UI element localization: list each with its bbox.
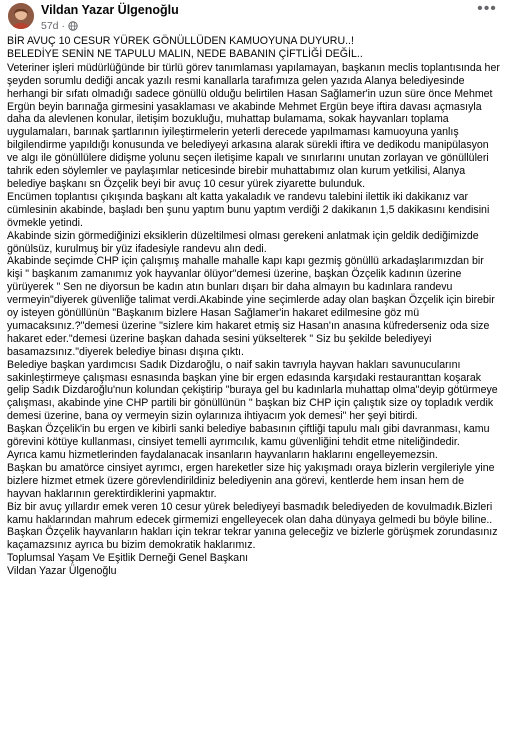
post-paragraph: Akabinde seçimde CHP için çalışmış mahalle mahalle kapı kapı gezmiş gönüllü arkadaşlarımızdan bir kişi " başkanım zamanımız yok hayvanlar ölüyor"demesi üzerine, başkan Özçelik kadının üzerine yürüyerek " Sen ne diyorsun be kadın atın bunları dışarı bir daha almayın bu kadınlara randevu vermeyin"diyerek güvenliğe talimat verdi.Akabinde yine seçimlerde aday olan başkan Özçelik için birebir oy isteyen gönüllünün "Başkanım bizlere Hasan Sağlamer'in hakaret edilmesine göz mü yumacaksınız.?"demesi üzerine "sizlere kim hakaret etmiş siz Hasan'ın anasına küfrederseniz oda size hakaret eder."demesi üzerine başkan dahada sesini yükselterek " Siz bu şekilde belediyeyi basamazsınız."diyerek belediye binası dışına çıktı. <box>7 255 495 358</box>
post-body <box>7 35 501 578</box>
post-paragraph: Başkan bu amatörce cinsiyet ayrımcı, ergen hareketler size hiç yakışmadı oraya bizlerin vergileriyle yine bizlere hizmet etmek üzere görevlendirildiniz belediyenin ana görevi, kentlerde hem insan hem de hayvan haklarının gerektirdiklerini yapmaktır. <box>7 461 495 500</box>
post-paragraph: Ayrıca kamu hizmetlerinden faydalanacak insanların hayvanların haklarını engelleyemezsin. <box>7 449 438 461</box>
post-paragraph: Veteriner işleri müdürlüğünde bir türlü görev tanımlaması yapılamayan, başkanın meclis toplantısında her şeyden sorumlu dediği ancak yazılı resmi kanallarla tarafımıza gelen yazıda Alanya belediyesinde herhangi bir sıfatı olmadığı sadece gönüllü olduğu belirtilen Hasan Sağlamer'in uzun süre önce Mehmet Ergün beyin barınağa girmesini yasaklaması ve akabinde Mehmet Ergün beye iftira davası açmasıyla daha da alevlenen konular, iletişim bozukluğu, muhattap bulamama, sokak hayvanları toplama uygulamaları, barınak şartlarının iyileştirmelerin yeterli derecede yapılmaması kamuoyuna yanlış bilgilendirme yapıldığı konusunda ve belediyeyi arkasına alarak sürekli iftira ve dedikodu manipülasyon ve algı ile gönüllülere didişme yolunu seçen iletişime kapalı ve sınırlarını unutan zorlayan ve gönüllüleri tahrik eden söylemler ve paylaşımlar neticesinde birebir muhattabımız olan kurum yetkilisi, Alanya belediye başkanı sn Özçelik beyi bir avuç 10 cesur yürek ziyarette bulunduk. <box>7 61 500 190</box>
author-name[interactable]: Vildan Yazar Ülgenoğlu <box>41 3 179 17</box>
more-options-icon[interactable]: ••• <box>477 0 497 17</box>
avatar[interactable] <box>8 3 34 29</box>
post-paragraph: Biz bir avuç yıllardır emek veren 10 cesur yürek belediyeyi basmadık belediyeden de kovulmadık.Bizleri kamu haklarından mahrum edecek girmemizi engelleyecek olan daha dünyaya gelmedi bu böyle biline.. <box>7 500 493 526</box>
avatar-image <box>8 3 34 29</box>
post-paragraph: Toplumsal Yaşam Ve Eşitlik Derneği Genel Başkanı Vildan Yazar Ülgenoğlu <box>7 552 249 578</box>
post-time[interactable]: 57d <box>41 20 59 32</box>
post-paragraph: Encümen toplantısı çıkışında başkanı alt katta yakaladık ve randevu talebini ilettik iki dakikanız var cümlesinin akabinde, başladı ben şunu yaptım bunu yaptım verdiği 2 dakikanın 1,5 dakikasını kendisini övmekle yetindi. <box>7 190 490 229</box>
meta-separator: · <box>61 20 66 32</box>
post-paragraph: Başkan Özçelik'in bu ergen ve kibirli sanki belediye babasının çiftliği tapulu malı gibi davranması, kamu görevini kötüye kullanması, cinsiyet temelli ayrımcılık, kamu güvenliğini tehdit etme niteliğindedir. <box>7 423 490 449</box>
post-meta <box>41 20 78 32</box>
post-paragraph: Başkan Özçelik hayvanların hakları için tekrar tekrar yanına geleceğiz ve bizlerle görüşmek zorundasınız kaçamazsınız ayrıca bu bizim demokratik haklarımız. <box>7 526 498 552</box>
post-paragraph: Belediye başkan yardımcısı Sadık Dizdaroğlu, o naif sakin tavrıyla hayvan hakları savunucularını sakinleştirmeye çalışması esnasında başkan yine bir ergen edasında karşıdaki restauranttan koşarak gelip Sadık Dizdaroğlu'nun kolundan çekiştirip "buraya gel bu kadınlarla muhattap olma"deyip götürmeye çalışması, akabinde yine CHP partili bir gönüllünün " başkan biz CHP için çalıştık size oy topladık verdik demesi üzerine, bana oy vermeyin sizin oylarınıza ihtiyacım yok demesi" her şeyi bitirdi. <box>7 358 498 423</box>
post-paragraph: Akabinde sizin görmediğinizi eksiklerin düzeltilmesi olması gerekeni anlatmak için geldik dediğimizde gönülsüz, kurulmuş bir yüz ifadesiyle randevu alın dedi. <box>7 229 479 255</box>
post-paragraph: BİR AVUÇ 10 CESUR YÜREK GÖNÜLLÜDEN KAMUOYUNA DUYURU..! BELEDİYE SENİN NE TAPULU MALIN, NEDE BABANIN ÇİFTLİĞİ DEĞİL.. <box>7 35 363 60</box>
globe-icon <box>68 21 78 31</box>
